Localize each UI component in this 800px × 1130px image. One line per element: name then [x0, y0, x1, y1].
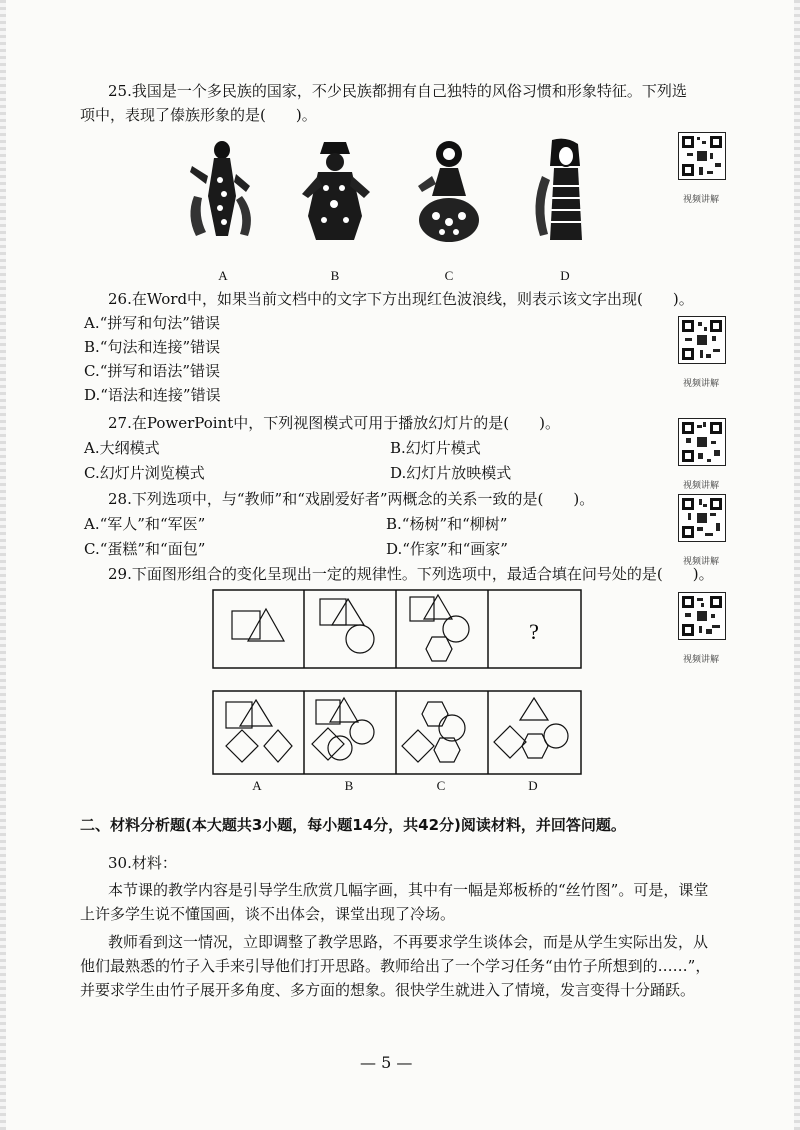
q26-option-a: A.“拼写和句法”错误: [84, 314, 220, 332]
qr-caption-q29: 视频讲解: [682, 655, 719, 665]
q25-option-a-label: A: [218, 268, 228, 283]
q28-option-d: D.“作家”和“画家”: [386, 540, 508, 558]
qr-code-q26[interactable]: [678, 316, 726, 364]
q26-option-d: D.“语法和连接”错误: [84, 386, 221, 404]
q28-option-c: C.“蛋糕”和“面包”: [84, 540, 206, 558]
q25-option-b-label: B: [330, 268, 340, 283]
q28-text: 28.下列选项中，与“教师”和“戏剧爱好者”两概念的关系一致的是( )。: [108, 490, 595, 508]
q25-text-line1: 25.我国是一个多民族的国家，不少民族都拥有自己独特的风俗习惯和形象特征。下列选: [108, 82, 687, 100]
q26-option-b: B.“句法和连接”错误: [84, 338, 221, 356]
q25-option-d-papercut-image: [526, 136, 604, 248]
q29-option-a-label: A: [252, 778, 262, 793]
q27-option-b: B.幻灯片模式: [390, 439, 481, 457]
q25-option-b-papercut-image: [296, 136, 374, 248]
q27-option-a: A.大纲模式: [84, 439, 160, 457]
qr-code-q28[interactable]: [678, 494, 726, 542]
q29-option-d-label: D: [528, 778, 538, 793]
q29-question-mark: ?: [529, 619, 539, 644]
qr-code-q25[interactable]: [678, 132, 726, 180]
q26-text: 26.在Word中，如果当前文档中的文字下方出现红色波浪线，则表示该文字出现( )。: [108, 290, 694, 308]
q27-option-d: D.幻灯片放映模式: [390, 464, 512, 482]
q30-paragraph-2: 教师看到这一情况，立即调整了教学思路，不再要求学生谈体会，而是从学生实际出发，从他们最熟悉的竹子入手来引导他们打开思路。教师给出了一个学习任务“由竹子所想到的……”，并要求学生由竹子展开多角度、多方面的想象。很快学生就进入了情境，发言变得十分踊跃。: [80, 933, 711, 999]
q29-options-figure: [212, 690, 582, 775]
q25-option-d-label: D: [560, 268, 570, 283]
q29-text: 29.下面图形组合的变化呈现出一定的规律性。下列选项中，最适合填在问号处的是( )。: [108, 565, 714, 583]
qr-caption-q27: 视频讲解: [682, 481, 719, 491]
q29-option-b-label: B: [344, 778, 354, 793]
q29-question-figure: [212, 589, 582, 669]
q27-option-c: C.幻灯片浏览模式: [84, 464, 205, 482]
qr-caption-q25: 视频讲解: [682, 195, 719, 205]
qr-caption-q26: 视频讲解: [682, 379, 719, 389]
section2-heading: 二、材料分析题(本大题共3小题，每小题14分，共42分)阅读材料，并回答问题。: [80, 816, 626, 834]
qr-code-q29[interactable]: [678, 592, 726, 640]
q29-option-c-label: C: [436, 778, 446, 793]
q25-text-line2: 项中，表现了傣族形象的是( )。: [80, 106, 317, 124]
q25-option-c-label: C: [444, 268, 454, 283]
qr-caption-q28: 视频讲解: [682, 557, 719, 567]
scan-edge-right: [794, 0, 800, 1130]
q25-option-a-papercut-image: [184, 136, 262, 248]
q25-option-c-papercut-image: [410, 136, 488, 248]
qr-code-q27[interactable]: [678, 418, 726, 466]
scan-edge-left: [0, 0, 6, 1130]
q26-option-c: C.“拼写和语法”错误: [84, 362, 221, 380]
page-number: — 5 —: [360, 1053, 413, 1072]
q27-text: 27.在PowerPoint中，下列视图模式可用于播放幻灯片的是( )。: [108, 414, 560, 432]
q30-paragraph-1: 本节课的教学内容是引导学生欣赏几幅字画，其中有一幅是郑板桥的“丝竹图”。可是，课堂上许多学生说不懂国画，谈不出体会，课堂出现了冷场。: [80, 881, 709, 923]
q30-title: 30.材料：: [108, 854, 177, 872]
q28-option-a: A.“军人”和“军医”: [84, 515, 206, 533]
q28-option-b: B.“杨树”和“柳树”: [386, 515, 508, 533]
